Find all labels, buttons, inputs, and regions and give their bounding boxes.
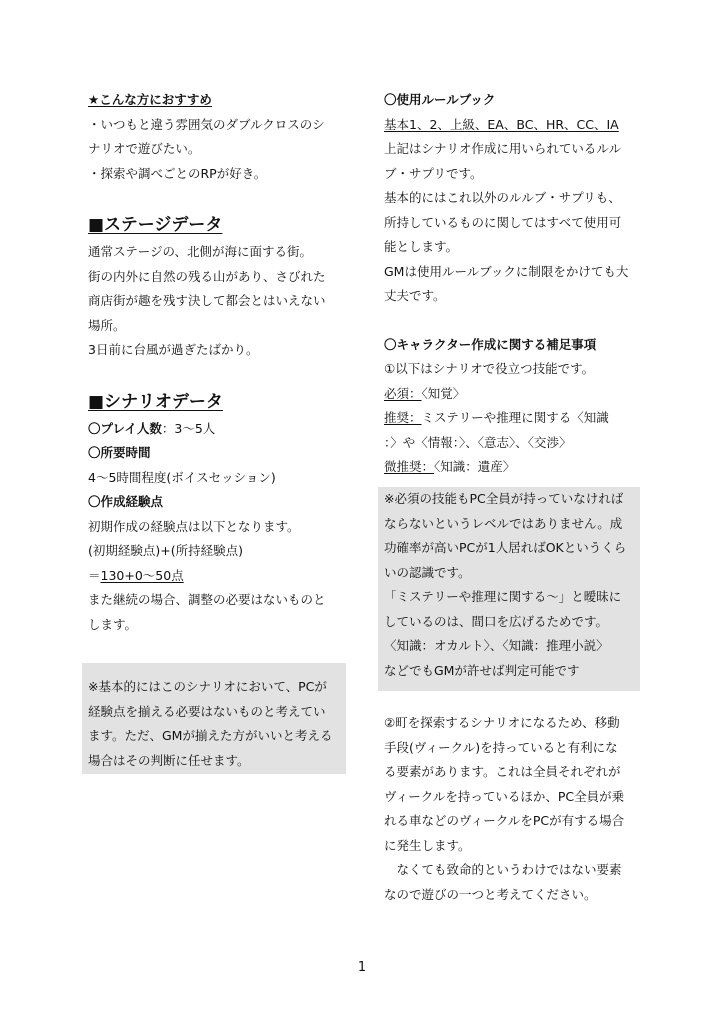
stage-data-heading: ■ステージデータ bbox=[88, 215, 223, 235]
rulebook-line: 基本的にはこれ以外のルルブ・サプリも、 bbox=[384, 190, 621, 205]
recommend-heading: ★こんな方におすすめ bbox=[88, 92, 212, 107]
character-heading: 〇キャラクター作成に関する補足事項 bbox=[384, 336, 597, 352]
recommend-line: ・いつもと違う雰囲気のダブルクロスのシ bbox=[88, 116, 325, 132]
right-column bbox=[384, 88, 640, 480]
note-line: 場合はその判断に任せます。 bbox=[88, 752, 250, 768]
recommended-skill-row bbox=[384, 406, 640, 431]
players-value: ：3～5人 bbox=[161, 420, 216, 436]
town-line: 手段(ヴィークル)を持っていると有利にな bbox=[384, 739, 618, 755]
note-line: 「ミステリーや推理に関する～」と曖昧に bbox=[384, 589, 622, 604]
slight-value: 〈知識：遺産〉 bbox=[434, 459, 516, 474]
rulebook-line: ブ・サプリです。 bbox=[384, 165, 483, 181]
slight-label: 微推奨： bbox=[384, 459, 435, 474]
exp-label: 〇作成経験点 bbox=[88, 494, 164, 509]
scenario-data-heading: ■シナリオデータ bbox=[88, 391, 223, 412]
note-line: ※基本的にはこのシナリオにおいて、PCが bbox=[88, 679, 327, 694]
town-line: なくても致命的というわけではない要素 bbox=[384, 862, 622, 877]
required-skill-row bbox=[384, 382, 640, 407]
note-line: ※必須の技能もPC全員が持っていなければ bbox=[384, 491, 624, 506]
required-label: 必須： bbox=[384, 385, 422, 401]
page-number: 1 bbox=[357, 960, 367, 975]
rulebook-list: 基本1、2、上級、EA、BC、HR、CC、IA bbox=[384, 116, 619, 132]
players-row bbox=[88, 417, 346, 442]
time-label: 〇所要時間 bbox=[88, 445, 151, 460]
skill-note-box bbox=[378, 487, 640, 691]
left-column bbox=[88, 88, 346, 637]
town-line: れる車などのヴィークルをPCが有する場合 bbox=[384, 813, 625, 828]
rulebook-heading: 〇使用ルールブック bbox=[384, 92, 496, 107]
rulebook-line: 上記はシナリオ作成に用いられているルル bbox=[384, 141, 622, 156]
town-line: る要素があります。これは全員それぞれが bbox=[384, 764, 621, 779]
note-line: ます。ただ、GMが揃えた方がいいと考える bbox=[88, 728, 333, 743]
exp-line: 初期作成の経験点は以下となります。 bbox=[88, 518, 300, 534]
rulebook-line: GMは使用ルールブックに制限をかけても大 bbox=[384, 263, 629, 279]
note-line: 功確率が高いPCが1人居ればOKというくら bbox=[384, 540, 627, 555]
character-intro: ①以下はシナリオで役立つ技能です。 bbox=[384, 361, 595, 376]
rulebook-line: 丈夫です。 bbox=[384, 288, 446, 303]
stage-line: 通常ステージの、北側が海に面する街。 bbox=[88, 244, 313, 259]
exp-formula-row bbox=[88, 564, 346, 589]
recommended-value: ミステリーや推理に関する〈知識 bbox=[421, 410, 609, 425]
note-line: いの認識です。 bbox=[384, 564, 471, 580]
slight-skill-row bbox=[384, 455, 640, 480]
town-note bbox=[384, 711, 640, 907]
recommended-skill-cont: ：〉や〈情報：〉、〈意志〉、〈交渉〉 bbox=[384, 434, 572, 450]
recommend-line: ナリオで遊びたい。 bbox=[88, 141, 201, 156]
players-label: 〇プレイ人数 bbox=[88, 420, 162, 436]
exp-line: また継続の場合、調整の必要はないものと bbox=[88, 592, 326, 607]
town-line: ②町を探索するシナリオになるため、移動 bbox=[384, 715, 620, 730]
note-line: などでもGMが許せば判定可能です bbox=[384, 662, 580, 678]
time-value: 4～5時間程度(ボイスセッション) bbox=[88, 469, 276, 485]
exp-line: (初期経験点)+(所持経験点) bbox=[88, 543, 243, 558]
exp-note-box bbox=[82, 663, 346, 774]
exp-formula: 130+0～50点 bbox=[100, 567, 184, 583]
exp-line: します。 bbox=[88, 616, 138, 632]
recommended-label: 推奨： bbox=[384, 410, 422, 425]
recommend-line: ・探索や調べごとのRPが好き。 bbox=[88, 165, 267, 181]
rulebook-line: 所持しているものに関してはすべて使用可 bbox=[384, 214, 622, 230]
town-line: に発生します。 bbox=[384, 837, 471, 853]
rulebook-line: 能とします。 bbox=[384, 239, 459, 254]
town-line: なので遊びの一つと考えてください。 bbox=[384, 886, 597, 902]
exp-formula-prefix: ＝ bbox=[88, 567, 101, 583]
required-value: 〈知覚〉 bbox=[421, 385, 466, 401]
stage-line: 街の内外に自然の残る山があり、さびれた bbox=[88, 268, 326, 284]
stage-line: 商店街が趣を残す決して都会とはいえない bbox=[88, 293, 326, 308]
note-line: 経験点を揃える必要はないものと考えてい bbox=[88, 703, 326, 719]
note-line: ならないというレベルではありません。成 bbox=[384, 515, 623, 531]
town-line: ヴィークルを持っているほか、PC全員が乗 bbox=[384, 788, 625, 804]
stage-line: 3日前に台風が過ぎたばかり。 bbox=[88, 342, 259, 357]
note-line: しているのは、間口を広げるためです。 bbox=[384, 613, 609, 629]
note-line: 〈知識：オカルト〉、〈知識：推理小説〉 bbox=[384, 638, 609, 653]
stage-line: 場所。 bbox=[88, 317, 126, 333]
